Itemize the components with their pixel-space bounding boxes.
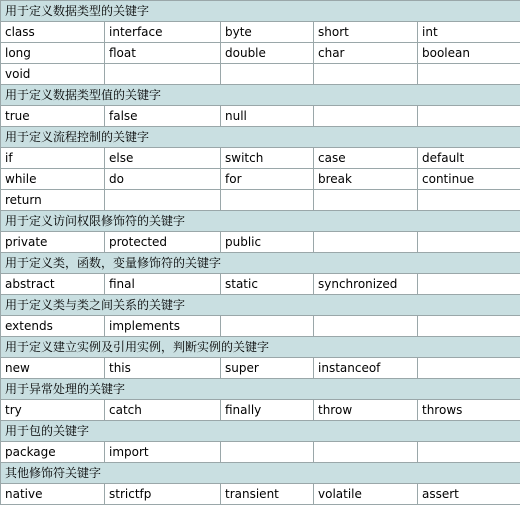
keyword-cell: double	[221, 43, 314, 64]
section-title: 用于包的关键字	[1, 421, 520, 442]
empty-cell	[105, 190, 221, 211]
keyword-row	[1, 316, 520, 337]
keyword-cell: void	[1, 64, 105, 85]
section-header-row	[1, 463, 520, 484]
keyword-cell: this	[105, 358, 221, 379]
section-title: 用于定义访问权限修饰符的关键字	[1, 211, 520, 232]
empty-cell	[418, 274, 520, 295]
keyword-cell: try	[1, 400, 105, 421]
keyword-cell: char	[314, 43, 418, 64]
keyword-cell: interface	[105, 22, 221, 43]
keyword-row	[1, 400, 520, 421]
empty-cell	[314, 442, 418, 463]
keyword-row	[1, 22, 520, 43]
empty-cell	[105, 64, 221, 85]
keyword-cell: final	[105, 274, 221, 295]
keyword-cell: switch	[221, 148, 314, 169]
keyword-row	[1, 232, 520, 253]
keyword-cell: return	[1, 190, 105, 211]
keyword-cell: continue	[418, 169, 520, 190]
keyword-cell: else	[105, 148, 221, 169]
empty-cell	[314, 190, 418, 211]
section-header-row	[1, 1, 520, 22]
empty-cell	[221, 442, 314, 463]
empty-cell	[418, 358, 520, 379]
keyword-cell: for	[221, 169, 314, 190]
keyword-cell: transient	[221, 484, 314, 505]
keyword-row	[1, 274, 520, 295]
empty-cell	[418, 316, 520, 337]
keyword-cell: new	[1, 358, 105, 379]
keywords-table-body	[1, 1, 520, 505]
section-title: 用于定义建立实例及引用实例，判断实例的关键字	[1, 337, 520, 358]
section-title: 其他修饰符关键字	[1, 463, 520, 484]
keyword-cell: static	[221, 274, 314, 295]
keyword-cell: if	[1, 148, 105, 169]
keyword-cell: short	[314, 22, 418, 43]
section-title: 用于异常处理的关键字	[1, 379, 520, 400]
keyword-row	[1, 442, 520, 463]
keyword-cell: throw	[314, 400, 418, 421]
section-header-row	[1, 337, 520, 358]
section-header-row	[1, 379, 520, 400]
empty-cell	[221, 316, 314, 337]
keyword-cell: byte	[221, 22, 314, 43]
keyword-cell: true	[1, 106, 105, 127]
empty-cell	[418, 190, 520, 211]
keyword-row	[1, 106, 520, 127]
keyword-cell: catch	[105, 400, 221, 421]
keyword-cell: throws	[418, 400, 520, 421]
keyword-cell: package	[1, 442, 105, 463]
keyword-cell: native	[1, 484, 105, 505]
section-header-row	[1, 295, 520, 316]
empty-cell	[314, 232, 418, 253]
keyword-cell: super	[221, 358, 314, 379]
keyword-cell: public	[221, 232, 314, 253]
section-header-row	[1, 85, 520, 106]
section-header-row	[1, 211, 520, 232]
keyword-cell: boolean	[418, 43, 520, 64]
keyword-cell: abstract	[1, 274, 105, 295]
keyword-cell: strictfp	[105, 484, 221, 505]
section-title: 用于定义类，函数，变量修饰符的关键字	[1, 253, 520, 274]
section-header-row	[1, 421, 520, 442]
section-header-row	[1, 127, 520, 148]
keyword-cell: volatile	[314, 484, 418, 505]
keyword-row	[1, 358, 520, 379]
keyword-row	[1, 64, 520, 85]
keyword-cell: instanceof	[314, 358, 418, 379]
keyword-cell: extends	[1, 316, 105, 337]
keyword-row	[1, 169, 520, 190]
keyword-cell: int	[418, 22, 520, 43]
keyword-cell: default	[418, 148, 520, 169]
empty-cell	[314, 106, 418, 127]
keyword-cell: break	[314, 169, 418, 190]
keyword-cell: null	[221, 106, 314, 127]
keyword-cell: long	[1, 43, 105, 64]
section-title: 用于定义数据类型值的关键字	[1, 85, 520, 106]
keyword-cell: protected	[105, 232, 221, 253]
keyword-cell: false	[105, 106, 221, 127]
section-title: 用于定义类与类之间关系的关键字	[1, 295, 520, 316]
keyword-cell: assert	[418, 484, 520, 505]
empty-cell	[221, 64, 314, 85]
empty-cell	[418, 442, 520, 463]
keyword-row	[1, 190, 520, 211]
keyword-cell: do	[105, 169, 221, 190]
keyword-cell: float	[105, 43, 221, 64]
keyword-cell: import	[105, 442, 221, 463]
keyword-cell: implements	[105, 316, 221, 337]
empty-cell	[221, 190, 314, 211]
empty-cell	[314, 316, 418, 337]
section-header-row	[1, 253, 520, 274]
keyword-cell: while	[1, 169, 105, 190]
empty-cell	[418, 64, 520, 85]
section-title: 用于定义数据类型的关键字	[1, 1, 520, 22]
keyword-cell: class	[1, 22, 105, 43]
empty-cell	[418, 232, 520, 253]
keyword-row	[1, 148, 520, 169]
empty-cell	[314, 64, 418, 85]
keyword-row	[1, 43, 520, 64]
keyword-row	[1, 484, 520, 505]
keyword-cell: case	[314, 148, 418, 169]
section-title: 用于定义流程控制的关键字	[1, 127, 520, 148]
keyword-cell: finally	[221, 400, 314, 421]
keyword-cell: synchronized	[314, 274, 418, 295]
keyword-cell: private	[1, 232, 105, 253]
empty-cell	[418, 106, 520, 127]
